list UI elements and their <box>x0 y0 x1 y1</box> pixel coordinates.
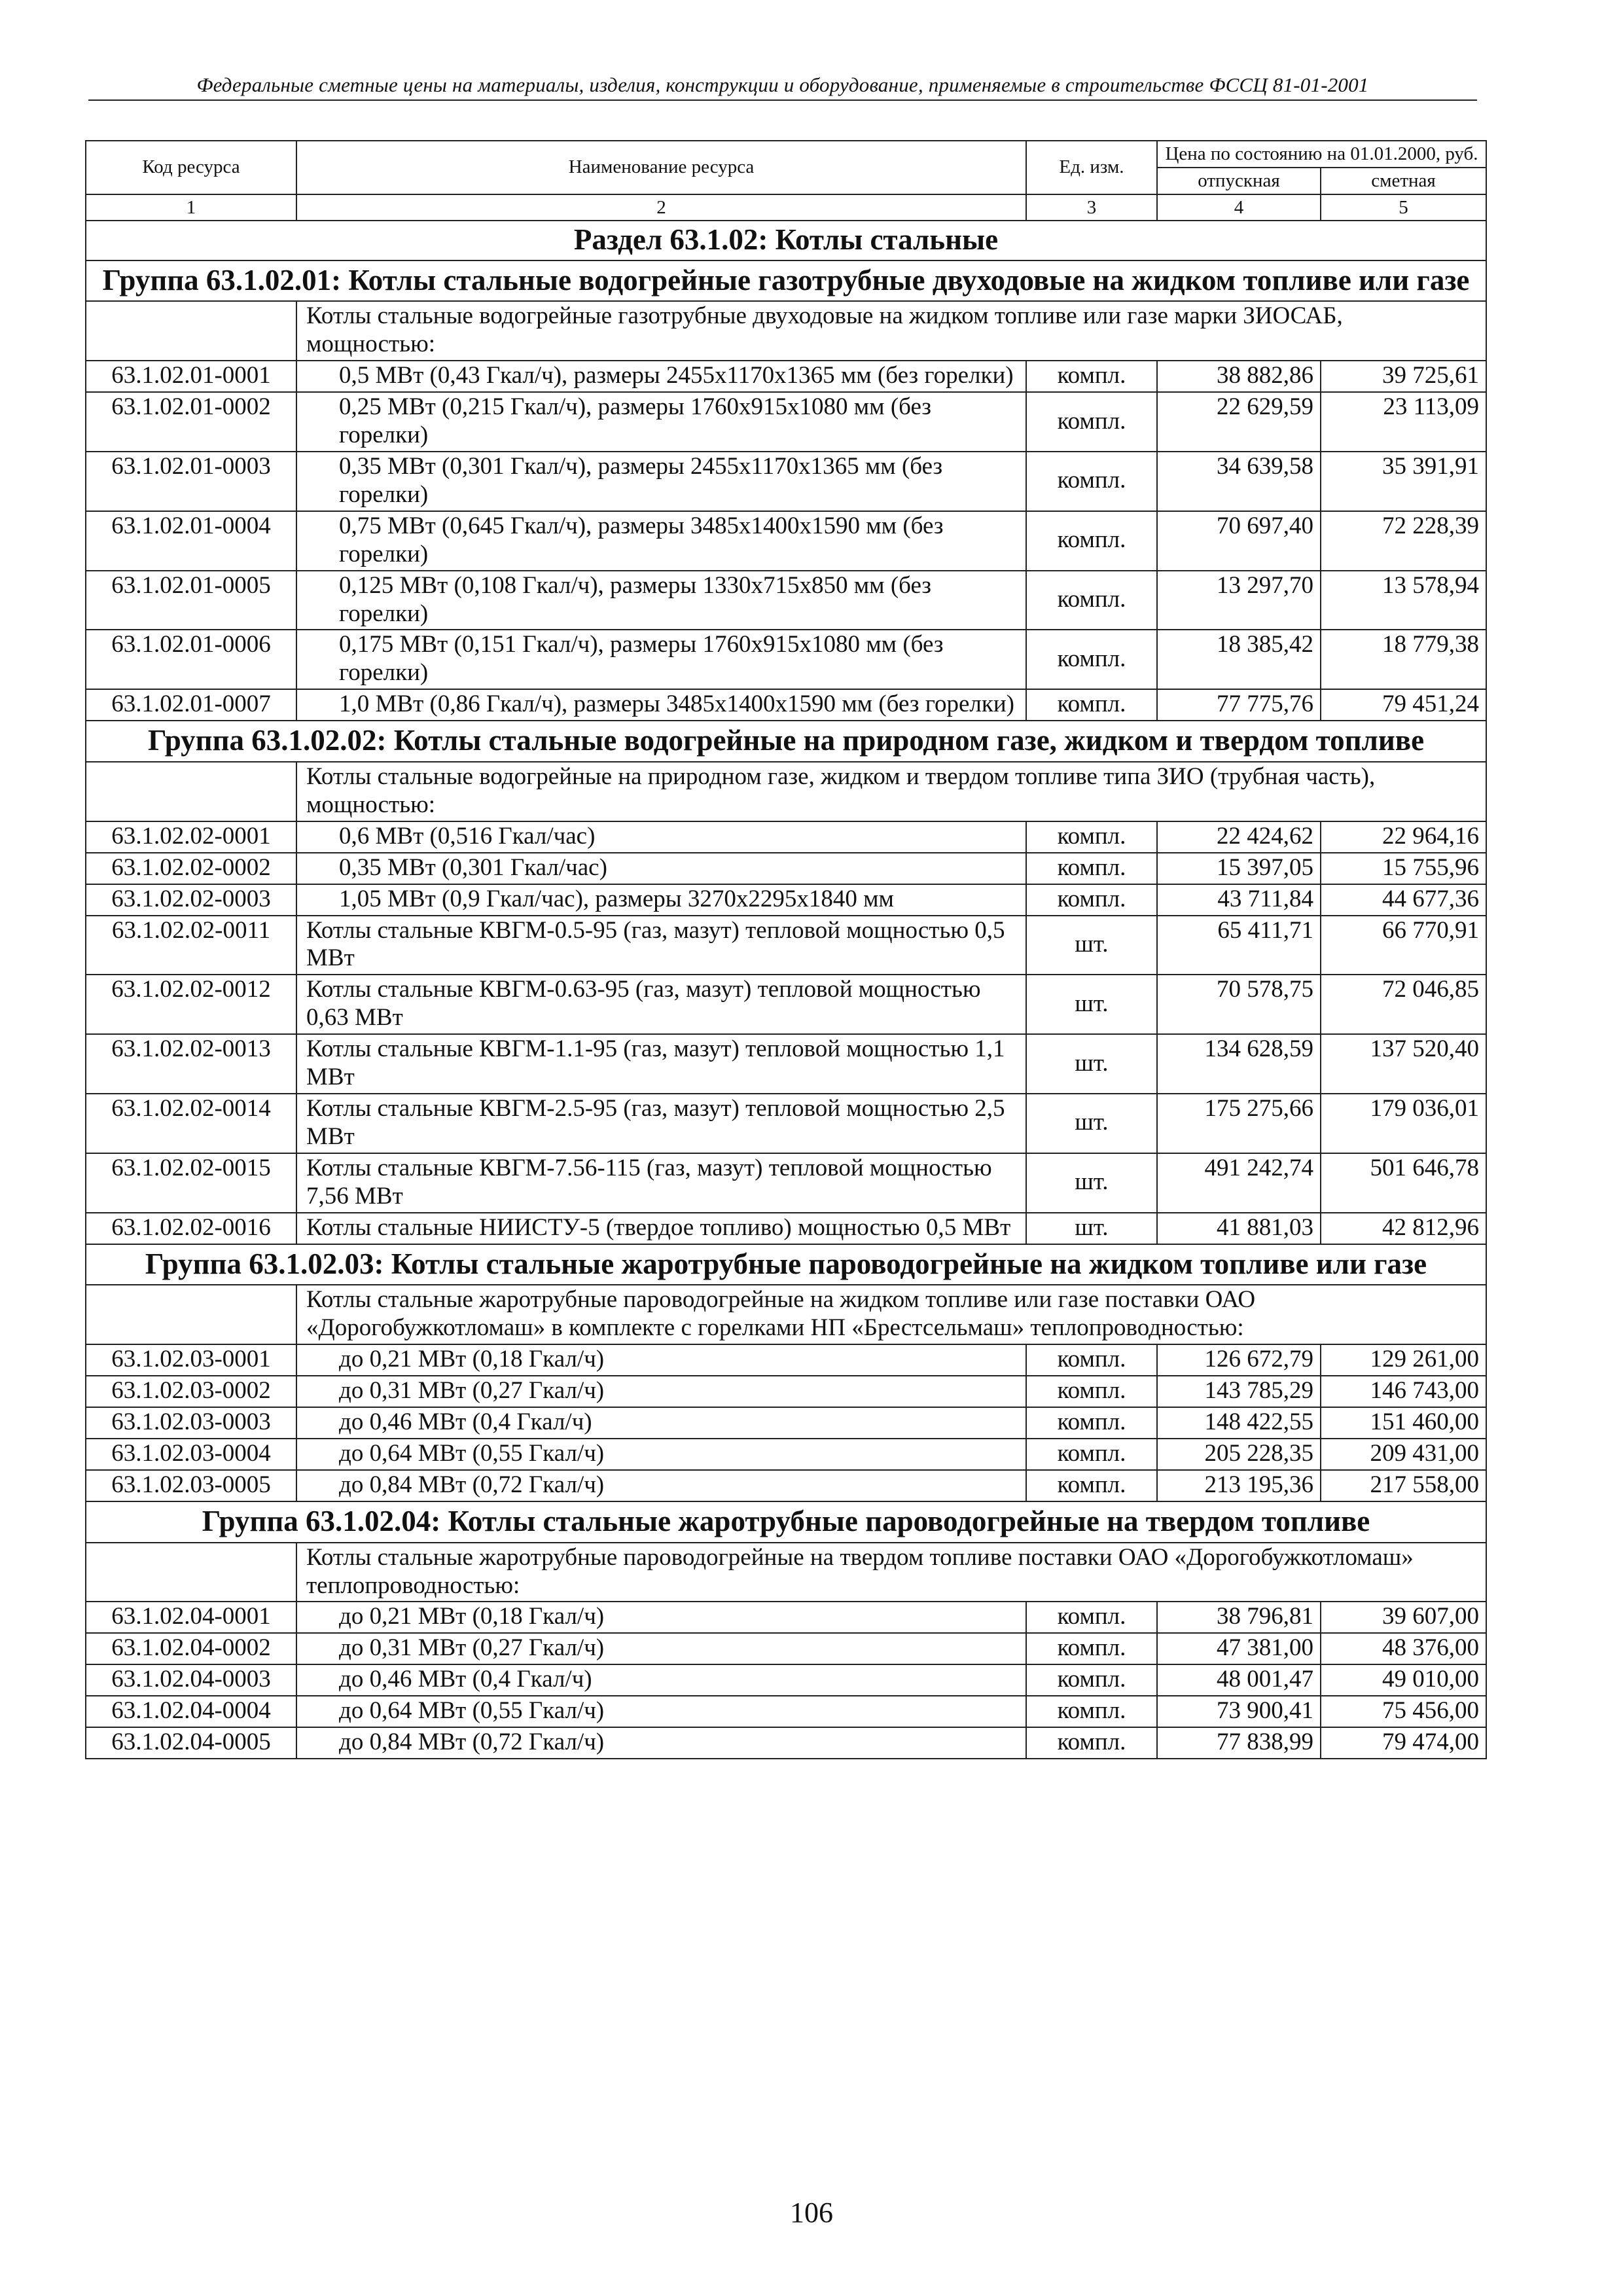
unit-of-measure: компл. <box>1026 511 1157 571</box>
column-number: 5 <box>1321 194 1486 221</box>
release-price: 15 397,05 <box>1157 853 1321 884</box>
release-price: 77 775,76 <box>1157 689 1321 721</box>
release-price: 41 881,03 <box>1157 1213 1321 1244</box>
unit-of-measure: шт. <box>1026 1213 1157 1244</box>
estimate-price: 217 558,00 <box>1321 1470 1486 1501</box>
resource-name: до 0,64 МВт (0,55 Гкал/ч) <box>296 1696 1026 1727</box>
resource-name: 0,6 МВт (0,516 Гкал/час) <box>296 821 1026 853</box>
resource-name: 0,75 МВт (0,645 Гкал/ч), размеры 3485x1400x1590 мм (без горелки) <box>296 511 1026 571</box>
unit-of-measure: компл. <box>1026 821 1157 853</box>
release-price: 22 629,59 <box>1157 392 1321 452</box>
table-row <box>86 884 1486 916</box>
estimate-price: 137 520,40 <box>1321 1034 1486 1094</box>
table-row <box>86 392 1486 452</box>
estimate-price: 44 677,36 <box>1321 884 1486 916</box>
group-intro-row <box>86 762 1486 821</box>
release-price: 143 785,29 <box>1157 1376 1321 1407</box>
resource-code: 63.1.02.01-0007 <box>86 689 296 721</box>
estimate-price: 18 779,38 <box>1321 630 1486 689</box>
unit-of-measure: компл. <box>1026 1344 1157 1376</box>
unit-of-measure: компл. <box>1026 1727 1157 1759</box>
resource-code: 63.1.02.01-0001 <box>86 361 296 392</box>
resource-name: 0,25 МВт (0,215 Гкал/ч), размеры 1760x915x1080 мм (без горелки) <box>296 392 1026 452</box>
resource-name: Котлы стальные НИИСТУ-5 (твердое топливо) мощностью 0,5 МВт <box>296 1213 1026 1244</box>
unit-of-measure: компл. <box>1026 571 1157 630</box>
estimate-price: 13 578,94 <box>1321 571 1486 630</box>
group-title: Группа 63.1.02.01: Котлы стальные водогрейные газотрубные двуходовые на жидком топливе или газе <box>86 260 1486 302</box>
table-row <box>86 1407 1486 1439</box>
release-price: 70 578,75 <box>1157 975 1321 1034</box>
release-price: 70 697,40 <box>1157 511 1321 571</box>
table-row <box>86 1034 1486 1094</box>
resource-code: 63.1.02.02-0002 <box>86 853 296 884</box>
unit-of-measure: шт. <box>1026 975 1157 1034</box>
table-row <box>86 1094 1486 1153</box>
release-price: 126 672,79 <box>1157 1344 1321 1376</box>
unit-of-measure: шт. <box>1026 1034 1157 1094</box>
release-price: 47 381,00 <box>1157 1633 1321 1664</box>
column-number: 4 <box>1157 194 1321 221</box>
table-row <box>86 1602 1486 1633</box>
release-price: 22 424,62 <box>1157 821 1321 853</box>
table-row <box>86 571 1486 630</box>
resource-code: 63.1.02.01-0002 <box>86 392 296 452</box>
resource-code: 63.1.02.03-0001 <box>86 1344 296 1376</box>
release-price: 43 711,84 <box>1157 884 1321 916</box>
group-intro: Котлы стальные жаротрубные пароводогрейные на жидком топливе или газе поставки ОАО «Дорогобужкотломаш» в комплекте с горелками НП «Брестсельмаш» теплопроводностью: <box>296 1285 1486 1344</box>
table-row <box>86 1470 1486 1501</box>
release-price: 18 385,42 <box>1157 630 1321 689</box>
table-row <box>86 689 1486 721</box>
unit-of-measure: компл. <box>1026 1696 1157 1727</box>
empty-cell <box>86 1285 296 1344</box>
group-title: Группа 63.1.02.04: Котлы стальные жаротрубные пароводогрейные на твердом топливе <box>86 1501 1486 1543</box>
resource-name: до 0,31 МВт (0,27 Гкал/ч) <box>296 1376 1026 1407</box>
resource-code: 63.1.02.03-0003 <box>86 1407 296 1439</box>
group-intro: Котлы стальные жаротрубные пароводогрейные на твердом топливе поставки ОАО «Дорогобужкотломаш» теплопроводностью: <box>296 1543 1486 1602</box>
resource-name: Котлы стальные КВГМ-0.5-95 (газ, мазут) тепловой мощностью 0,5 МВт <box>296 916 1026 975</box>
release-price: 175 275,66 <box>1157 1094 1321 1153</box>
resource-code: 63.1.02.04-0002 <box>86 1633 296 1664</box>
resource-code: 63.1.02.01-0006 <box>86 630 296 689</box>
resource-name: до 0,46 МВт (0,4 Гкал/ч) <box>296 1664 1026 1696</box>
table-row <box>86 1664 1486 1696</box>
table-row <box>86 511 1486 571</box>
unit-of-measure: компл. <box>1026 361 1157 392</box>
header-release-price: отпускная <box>1157 168 1321 194</box>
estimate-price: 35 391,91 <box>1321 452 1486 511</box>
resource-code: 63.1.02.02-0003 <box>86 884 296 916</box>
estimate-price: 129 261,00 <box>1321 1344 1486 1376</box>
header-unit: Ед. изм. <box>1026 141 1157 194</box>
group-title-row <box>86 1501 1486 1543</box>
group-title-row <box>86 721 1486 762</box>
table-row <box>86 1696 1486 1727</box>
unit-of-measure: шт. <box>1026 916 1157 975</box>
page-number: 106 <box>790 2197 833 2229</box>
estimate-price: 15 755,96 <box>1321 853 1486 884</box>
unit-of-measure: компл. <box>1026 689 1157 721</box>
resource-name: до 0,84 МВт (0,72 Гкал/ч) <box>296 1470 1026 1501</box>
estimate-price: 39 607,00 <box>1321 1602 1486 1633</box>
estimate-price: 42 812,96 <box>1321 1213 1486 1244</box>
table-row <box>86 821 1486 853</box>
resource-name: 0,175 МВт (0,151 Гкал/ч), размеры 1760x915x1080 мм (без горелки) <box>296 630 1026 689</box>
estimate-price: 209 431,00 <box>1321 1439 1486 1470</box>
unit-of-measure: компл. <box>1026 1376 1157 1407</box>
table-row <box>86 1727 1486 1759</box>
unit-of-measure: компл. <box>1026 1633 1157 1664</box>
table-row <box>86 630 1486 689</box>
release-price: 38 796,81 <box>1157 1602 1321 1633</box>
release-price: 48 001,47 <box>1157 1664 1321 1696</box>
estimate-price: 79 474,00 <box>1321 1727 1486 1759</box>
resource-code: 63.1.02.01-0003 <box>86 452 296 511</box>
release-price: 77 838,99 <box>1157 1727 1321 1759</box>
resource-code: 63.1.02.02-0013 <box>86 1034 296 1094</box>
unit-of-measure: компл. <box>1026 452 1157 511</box>
resource-name: Котлы стальные КВГМ-1.1-95 (газ, мазут) тепловой мощностью 1,1 МВт <box>296 1034 1026 1094</box>
empty-cell <box>86 1543 296 1602</box>
table-row <box>86 1439 1486 1470</box>
column-number: 2 <box>296 194 1026 221</box>
resource-code: 63.1.02.02-0014 <box>86 1094 296 1153</box>
resource-code: 63.1.02.04-0003 <box>86 1664 296 1696</box>
table-row <box>86 1153 1486 1213</box>
header-estimate-price: сметная <box>1321 168 1486 194</box>
estimate-price: 39 725,61 <box>1321 361 1486 392</box>
estimate-price: 79 451,24 <box>1321 689 1486 721</box>
price-table <box>85 140 1487 1759</box>
group-title: Группа 63.1.02.02: Котлы стальные водогрейные на природном газе, жидком и твердом топливе <box>86 721 1486 762</box>
empty-cell <box>86 301 296 361</box>
release-price: 34 639,58 <box>1157 452 1321 511</box>
resource-name: Котлы стальные КВГМ-0.63-95 (газ, мазут) тепловой мощностью 0,63 МВт <box>296 975 1026 1034</box>
estimate-price: 72 228,39 <box>1321 511 1486 571</box>
table-row <box>86 1633 1486 1664</box>
unit-of-measure: компл. <box>1026 1407 1157 1439</box>
resource-name: до 0,31 МВт (0,27 Гкал/ч) <box>296 1633 1026 1664</box>
estimate-price: 146 743,00 <box>1321 1376 1486 1407</box>
estimate-price: 23 113,09 <box>1321 392 1486 452</box>
estimate-price: 151 460,00 <box>1321 1407 1486 1439</box>
group-title-row <box>86 1244 1486 1285</box>
unit-of-measure: компл. <box>1026 1602 1157 1633</box>
table-row <box>86 1213 1486 1244</box>
estimate-price: 48 376,00 <box>1321 1633 1486 1664</box>
column-number: 1 <box>86 194 296 221</box>
group-intro-row <box>86 301 1486 361</box>
table-row <box>86 452 1486 511</box>
group-intro: Котлы стальные водогрейные газотрубные двуходовые на жидком топливе или газе марки ЗИОСАБ, мощностью: <box>296 301 1486 361</box>
group-title-row <box>86 260 1486 302</box>
resource-name: 0,5 МВт (0,43 Гкал/ч), размеры 2455x1170x1365 мм (без горелки) <box>296 361 1026 392</box>
release-price: 134 628,59 <box>1157 1034 1321 1094</box>
group-intro: Котлы стальные водогрейные на природном газе, жидком и твердом топливе типа ЗИО (трубная часть), мощностью: <box>296 762 1486 821</box>
estimate-price: 72 046,85 <box>1321 975 1486 1034</box>
table-row <box>86 1344 1486 1376</box>
resource-name: 1,0 МВт (0,86 Гкал/ч), размеры 3485x1400x1590 мм (без горелки) <box>296 689 1026 721</box>
resource-name: до 0,64 МВт (0,55 Гкал/ч) <box>296 1439 1026 1470</box>
release-price: 13 297,70 <box>1157 571 1321 630</box>
resource-code: 63.1.02.01-0005 <box>86 571 296 630</box>
resource-name: 0,35 МВт (0,301 Гкал/час) <box>296 853 1026 884</box>
unit-of-measure: шт. <box>1026 1094 1157 1153</box>
estimate-price: 22 964,16 <box>1321 821 1486 853</box>
resource-code: 63.1.02.04-0001 <box>86 1602 296 1633</box>
unit-of-measure: шт. <box>1026 1153 1157 1213</box>
estimate-price: 501 646,78 <box>1321 1153 1486 1213</box>
resource-name: 0,35 МВт (0,301 Гкал/ч), размеры 2455x1170x1365 мм (без горелки) <box>296 452 1026 511</box>
resource-code: 63.1.02.03-0002 <box>86 1376 296 1407</box>
resource-name: до 0,84 МВт (0,72 Гкал/ч) <box>296 1727 1026 1759</box>
table-row <box>86 853 1486 884</box>
resource-code: 63.1.02.04-0005 <box>86 1727 296 1759</box>
resource-name: Котлы стальные КВГМ-2.5-95 (газ, мазут) тепловой мощностью 2,5 МВт <box>296 1094 1026 1153</box>
header-name: Наименование ресурса <box>296 141 1026 194</box>
table-row <box>86 975 1486 1034</box>
unit-of-measure: компл. <box>1026 853 1157 884</box>
section-title: Раздел 63.1.02: Котлы стальные <box>86 221 1486 260</box>
group-intro-row <box>86 1543 1486 1602</box>
table-row <box>86 361 1486 392</box>
unit-of-measure: компл. <box>1026 1470 1157 1501</box>
estimate-price: 75 456,00 <box>1321 1696 1486 1727</box>
group-title: Группа 63.1.02.03: Котлы стальные жаротрубные пароводогрейные на жидком топливе или газе <box>86 1244 1486 1285</box>
unit-of-measure: компл. <box>1026 630 1157 689</box>
unit-of-measure: компл. <box>1026 1439 1157 1470</box>
group-intro-row <box>86 1285 1486 1344</box>
unit-of-measure: компл. <box>1026 392 1157 452</box>
release-price: 205 228,35 <box>1157 1439 1321 1470</box>
release-price: 38 882,86 <box>1157 361 1321 392</box>
estimate-price: 66 770,91 <box>1321 916 1486 975</box>
resource-name: до 0,21 МВт (0,18 Гкал/ч) <box>296 1344 1026 1376</box>
resource-name: до 0,21 МВт (0,18 Гкал/ч) <box>296 1602 1026 1633</box>
table-row <box>86 916 1486 975</box>
resource-code: 63.1.02.04-0004 <box>86 1696 296 1727</box>
resource-code: 63.1.02.03-0004 <box>86 1439 296 1470</box>
table-body <box>86 221 1486 1759</box>
release-price: 65 411,71 <box>1157 916 1321 975</box>
header-price: Цена по состоянию на 01.01.2000, руб. <box>1157 141 1486 168</box>
resource-code: 63.1.02.02-0016 <box>86 1213 296 1244</box>
estimate-price: 179 036,01 <box>1321 1094 1486 1153</box>
resource-code: 63.1.02.03-0005 <box>86 1470 296 1501</box>
header-code: Код ресурса <box>86 141 296 194</box>
unit-of-measure: компл. <box>1026 1664 1157 1696</box>
resource-code: 63.1.02.02-0015 <box>86 1153 296 1213</box>
release-price: 491 242,74 <box>1157 1153 1321 1213</box>
empty-cell <box>86 762 296 821</box>
running-header: Федеральные сметные цены на материалы, изделия, конструкции и оборудование, применяемые в строительстве ФССЦ 81-01-2001 <box>88 73 1477 101</box>
release-price: 213 195,36 <box>1157 1470 1321 1501</box>
resource-code: 63.1.02.02-0001 <box>86 821 296 853</box>
resource-name: 1,05 МВт (0,9 Гкал/час), размеры 3270x2295x1840 мм <box>296 884 1026 916</box>
resource-code: 63.1.02.01-0004 <box>86 511 296 571</box>
release-price: 148 422,55 <box>1157 1407 1321 1439</box>
unit-of-measure: компл. <box>1026 884 1157 916</box>
resource-name: Котлы стальные КВГМ-7.56-115 (газ, мазут) тепловой мощностью 7,56 МВт <box>296 1153 1026 1213</box>
section-row <box>86 221 1486 260</box>
release-price: 73 900,41 <box>1157 1696 1321 1727</box>
column-number: 3 <box>1026 194 1157 221</box>
resource-name: 0,125 МВт (0,108 Гкал/ч), размеры 1330x715x850 мм (без горелки) <box>296 571 1026 630</box>
resource-name: до 0,46 МВт (0,4 Гкал/ч) <box>296 1407 1026 1439</box>
table-row <box>86 1376 1486 1407</box>
resource-code: 63.1.02.02-0012 <box>86 975 296 1034</box>
resource-code: 63.1.02.02-0011 <box>86 916 296 975</box>
estimate-price: 49 010,00 <box>1321 1664 1486 1696</box>
